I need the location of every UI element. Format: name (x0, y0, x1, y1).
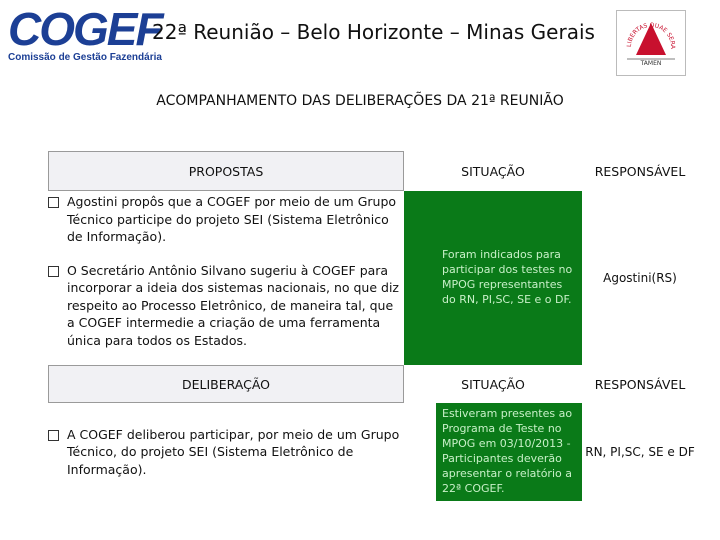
checkbox-bullet-icon (48, 197, 59, 208)
proposals-list (48, 193, 404, 365)
logo-subtitle: Comissão de Gestão Fazendária (8, 52, 162, 63)
svg-text:LIBERTAS QUAE SERA: LIBERTAS QUAE SERA (625, 21, 677, 50)
cogef-logo (6, 3, 162, 66)
situation-text: Estiveram presentes ao Programa de Teste no MPOG em 03/10/2013 -Participantes deverão apresentar o relatório a 22ª COGEF. (436, 403, 582, 501)
minas-gerais-emblem (616, 10, 686, 76)
responsible-text: RN, PI,SC, SE e DF (585, 445, 695, 459)
proposal-text: O Secretário Antônio Silvano sugeriu à COGEF para incorporar a ideia dos sistemas nacionais, no que diz respeito ao Processo Eletrônico, de maneira tal, que a COGEF intermedie a criação de uma ferramenta única para todos os Estados. (67, 262, 399, 348)
situation-header: SITUAÇÃO (461, 163, 525, 179)
deliberation-list (48, 403, 404, 501)
deliberation-text: A COGEF deliberou participar, por meio de um Grupo Técnico, do projeto SEI (Sistema Eletrônico de Informação). (67, 426, 400, 477)
svg-text:TAMEN: TAMEN (640, 60, 662, 67)
proposals-header: PROPOSTAS (48, 151, 404, 191)
list-item (48, 262, 404, 350)
situation-header: SITUAÇÃO (461, 376, 525, 392)
page-title: 22ª Reunião – Belo Horizonte – Minas Gerais (152, 20, 595, 44)
deliberations-heading: ACOMPANHAMENTO DAS DELIBERAÇÕES DA 21ª REUNIÃO (156, 93, 564, 109)
deliberation-header: DELIBERAÇÃO (48, 365, 404, 403)
deliberations-table (48, 151, 698, 501)
responsible-header: RESPONSÁVEL (594, 376, 686, 392)
checkbox-bullet-icon (48, 430, 59, 441)
proposal-text: Agostini propôs que a COGEF por meio de um Grupo Técnico participe do projeto SEI (Sistema Eletrônico de Informação). (67, 194, 397, 244)
list-item (48, 426, 404, 479)
list-item (48, 193, 404, 246)
situation-text: Foram indicados para participar dos testes no MPOG representantes do RN, PI,SC, SE e o DF. (436, 191, 582, 365)
responsible-text: Agostini(RS) (603, 271, 677, 285)
checkbox-bullet-icon (48, 266, 59, 277)
emblem-icon (617, 11, 685, 75)
logo-wordmark: COGEF (8, 3, 162, 55)
responsible-header: RESPONSÁVEL (594, 163, 686, 179)
